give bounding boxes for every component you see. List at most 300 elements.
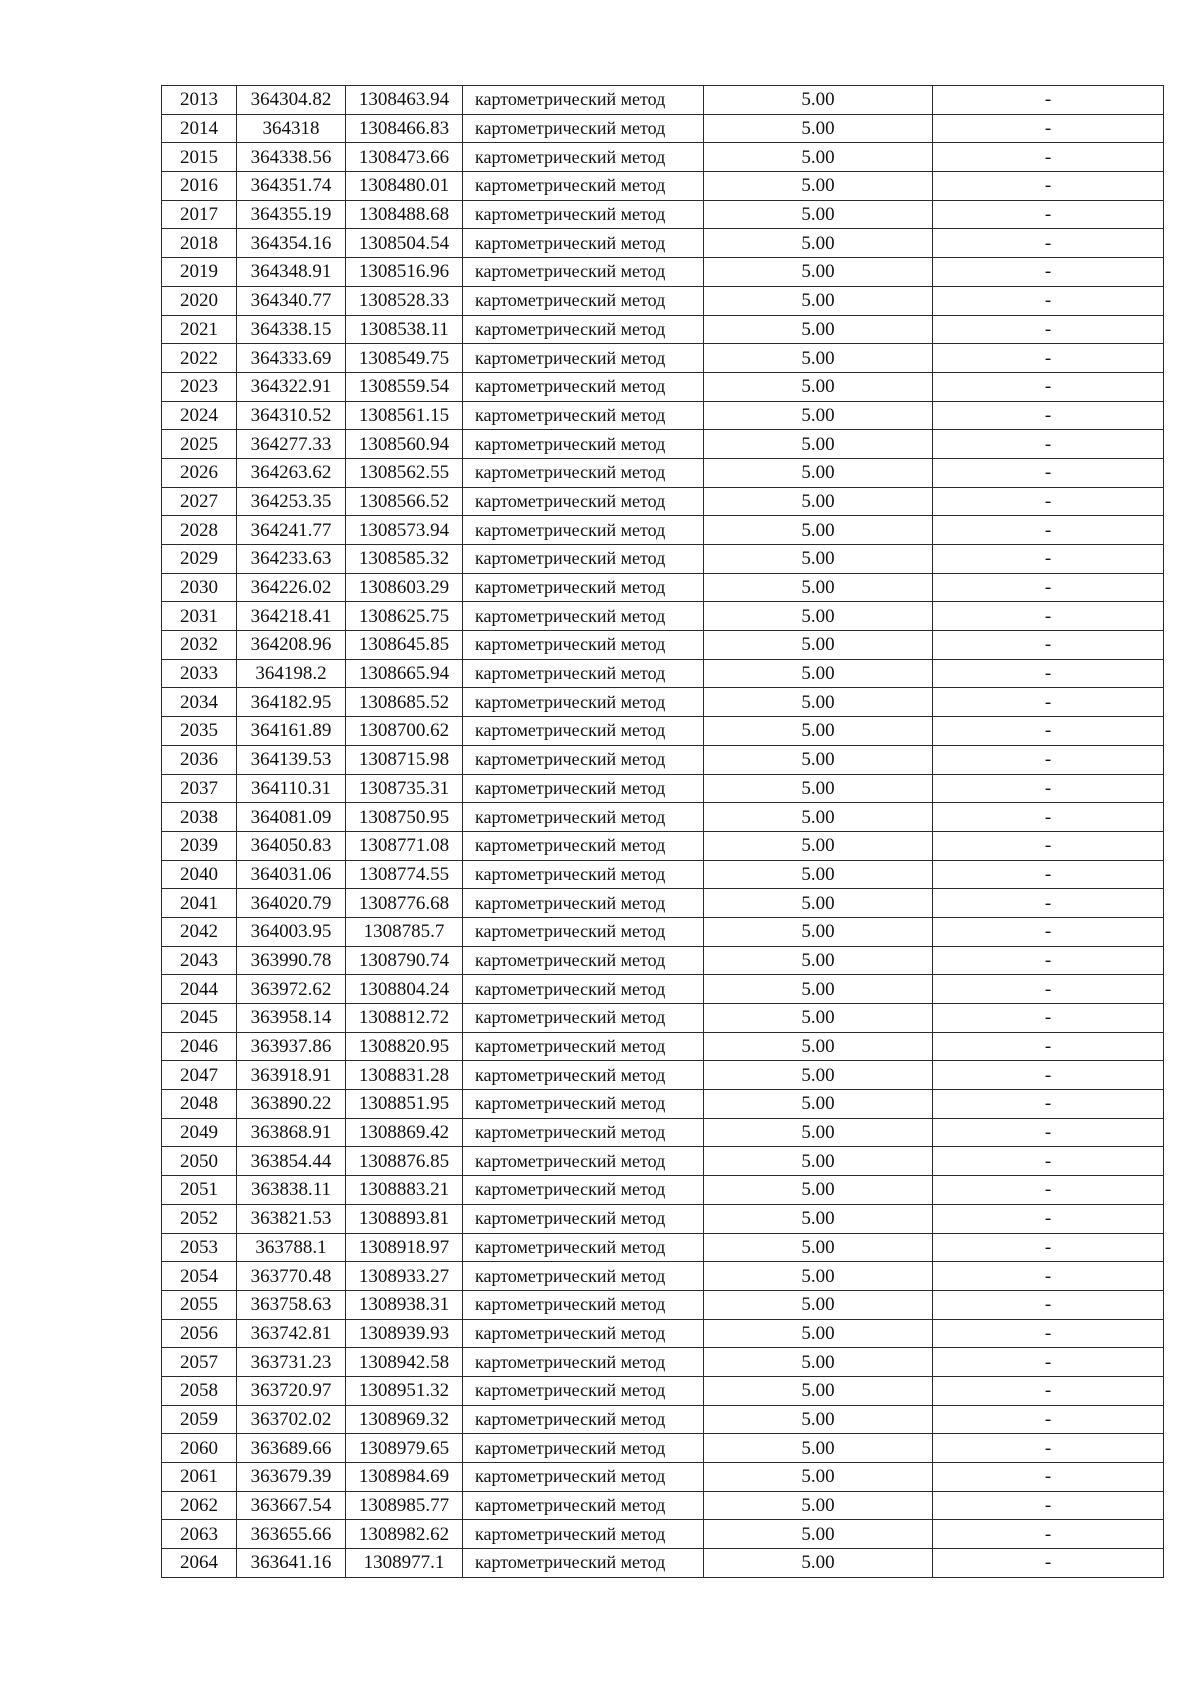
y-coordinate-cell: 1308876.85 xyxy=(346,1147,463,1176)
method-cell: картометрический метод xyxy=(463,487,704,516)
y-coordinate-cell: 1308480.01 xyxy=(346,172,463,201)
y-coordinate-cell: 1308665.94 xyxy=(346,659,463,688)
method-cell: картометрический метод xyxy=(463,545,704,574)
method-cell: картометрический метод xyxy=(463,401,704,430)
point-number-cell: 2059 xyxy=(162,1405,237,1434)
x-coordinate-cell: 363720.97 xyxy=(237,1376,346,1405)
point-number-cell: 2024 xyxy=(162,401,237,430)
table-row xyxy=(162,1434,1164,1463)
accuracy-cell: 5.00 xyxy=(704,602,933,631)
method-cell: картометрический метод xyxy=(463,315,704,344)
point-number-cell: 2043 xyxy=(162,946,237,975)
description-cell: - xyxy=(933,889,1164,918)
point-number-cell: 2063 xyxy=(162,1520,237,1549)
method-cell: картометрический метод xyxy=(463,1549,704,1578)
table-row xyxy=(162,114,1164,143)
x-coordinate-cell: 364310.52 xyxy=(237,401,346,430)
x-coordinate-cell: 364182.95 xyxy=(237,688,346,717)
method-cell: картометрический метод xyxy=(463,1233,704,1262)
point-number-cell: 2021 xyxy=(162,315,237,344)
x-coordinate-cell: 363838.11 xyxy=(237,1176,346,1205)
x-coordinate-cell: 363990.78 xyxy=(237,946,346,975)
table-row xyxy=(162,1061,1164,1090)
description-cell: - xyxy=(933,1405,1164,1434)
method-cell: картометрический метод xyxy=(463,1262,704,1291)
x-coordinate-cell: 364226.02 xyxy=(237,573,346,602)
x-coordinate-cell: 364110.31 xyxy=(237,774,346,803)
description-cell: - xyxy=(933,1147,1164,1176)
description-cell: - xyxy=(933,1004,1164,1033)
description-cell: - xyxy=(933,1549,1164,1578)
description-cell: - xyxy=(933,401,1164,430)
point-number-cell: 2036 xyxy=(162,745,237,774)
method-cell: картометрический метод xyxy=(463,1520,704,1549)
table-row xyxy=(162,86,1164,115)
y-coordinate-cell: 1308566.52 xyxy=(346,487,463,516)
point-number-cell: 2050 xyxy=(162,1147,237,1176)
point-number-cell: 2025 xyxy=(162,430,237,459)
accuracy-cell: 5.00 xyxy=(704,1290,933,1319)
y-coordinate-cell: 1308942.58 xyxy=(346,1348,463,1377)
y-coordinate-cell: 1308463.94 xyxy=(346,86,463,115)
method-cell: картометрический метод xyxy=(463,1319,704,1348)
y-coordinate-cell: 1308804.24 xyxy=(346,975,463,1004)
point-number-cell: 2055 xyxy=(162,1290,237,1319)
x-coordinate-cell: 363655.66 xyxy=(237,1520,346,1549)
x-coordinate-cell: 363972.62 xyxy=(237,975,346,1004)
point-number-cell: 2058 xyxy=(162,1376,237,1405)
accuracy-cell: 5.00 xyxy=(704,1090,933,1119)
x-coordinate-cell: 363770.48 xyxy=(237,1262,346,1291)
coordinates-table xyxy=(161,85,1164,1578)
table-row xyxy=(162,889,1164,918)
y-coordinate-cell: 1308516.96 xyxy=(346,258,463,287)
y-coordinate-cell: 1308776.68 xyxy=(346,889,463,918)
method-cell: картометрический метод xyxy=(463,1405,704,1434)
point-number-cell: 2051 xyxy=(162,1176,237,1205)
point-number-cell: 2041 xyxy=(162,889,237,918)
x-coordinate-cell: 364161.89 xyxy=(237,717,346,746)
accuracy-cell: 5.00 xyxy=(704,1004,933,1033)
x-coordinate-cell: 364354.16 xyxy=(237,229,346,258)
y-coordinate-cell: 1308771.08 xyxy=(346,831,463,860)
method-cell: картометрический метод xyxy=(463,1290,704,1319)
description-cell: - xyxy=(933,1491,1164,1520)
y-coordinate-cell: 1308790.74 xyxy=(346,946,463,975)
accuracy-cell: 5.00 xyxy=(704,688,933,717)
table-row xyxy=(162,803,1164,832)
point-number-cell: 2054 xyxy=(162,1262,237,1291)
table-row xyxy=(162,286,1164,315)
point-number-cell: 2032 xyxy=(162,631,237,660)
point-number-cell: 2017 xyxy=(162,200,237,229)
accuracy-cell: 5.00 xyxy=(704,1405,933,1434)
accuracy-cell: 5.00 xyxy=(704,458,933,487)
accuracy-cell: 5.00 xyxy=(704,1061,933,1090)
y-coordinate-cell: 1308549.75 xyxy=(346,344,463,373)
y-coordinate-cell: 1308466.83 xyxy=(346,114,463,143)
accuracy-cell: 5.00 xyxy=(704,1147,933,1176)
x-coordinate-cell: 363937.86 xyxy=(237,1032,346,1061)
description-cell: - xyxy=(933,1090,1164,1119)
x-coordinate-cell: 363742.81 xyxy=(237,1319,346,1348)
method-cell: картометрический метод xyxy=(463,975,704,1004)
y-coordinate-cell: 1308977.1 xyxy=(346,1549,463,1578)
accuracy-cell: 5.00 xyxy=(704,1434,933,1463)
point-number-cell: 2052 xyxy=(162,1204,237,1233)
method-cell: картометрический метод xyxy=(463,458,704,487)
method-cell: картометрический метод xyxy=(463,1147,704,1176)
description-cell: - xyxy=(933,946,1164,975)
point-number-cell: 2062 xyxy=(162,1491,237,1520)
x-coordinate-cell: 363821.53 xyxy=(237,1204,346,1233)
table-row xyxy=(162,1176,1164,1205)
description-cell: - xyxy=(933,831,1164,860)
y-coordinate-cell: 1308645.85 xyxy=(346,631,463,660)
accuracy-cell: 5.00 xyxy=(704,344,933,373)
x-coordinate-cell: 363890.22 xyxy=(237,1090,346,1119)
y-coordinate-cell: 1308528.33 xyxy=(346,286,463,315)
point-number-cell: 2045 xyxy=(162,1004,237,1033)
table-row xyxy=(162,401,1164,430)
y-coordinate-cell: 1308785.7 xyxy=(346,917,463,946)
y-coordinate-cell: 1308603.29 xyxy=(346,573,463,602)
table-row xyxy=(162,1118,1164,1147)
method-cell: картометрический метод xyxy=(463,745,704,774)
x-coordinate-cell: 364338.56 xyxy=(237,143,346,172)
point-number-cell: 2060 xyxy=(162,1434,237,1463)
accuracy-cell: 5.00 xyxy=(704,975,933,1004)
method-cell: картометрический метод xyxy=(463,114,704,143)
table-row xyxy=(162,315,1164,344)
coordinates-table-body xyxy=(162,86,1164,1578)
point-number-cell: 2014 xyxy=(162,114,237,143)
description-cell: - xyxy=(933,1434,1164,1463)
accuracy-cell: 5.00 xyxy=(704,143,933,172)
y-coordinate-cell: 1308750.95 xyxy=(346,803,463,832)
description-cell: - xyxy=(933,458,1164,487)
accuracy-cell: 5.00 xyxy=(704,631,933,660)
description-cell: - xyxy=(933,1032,1164,1061)
x-coordinate-cell: 364020.79 xyxy=(237,889,346,918)
point-number-cell: 2031 xyxy=(162,602,237,631)
description-cell: - xyxy=(933,659,1164,688)
accuracy-cell: 5.00 xyxy=(704,1491,933,1520)
point-number-cell: 2034 xyxy=(162,688,237,717)
table-row xyxy=(162,1348,1164,1377)
x-coordinate-cell: 364351.74 xyxy=(237,172,346,201)
y-coordinate-cell: 1308735.31 xyxy=(346,774,463,803)
x-coordinate-cell: 364218.41 xyxy=(237,602,346,631)
accuracy-cell: 5.00 xyxy=(704,917,933,946)
y-coordinate-cell: 1308700.62 xyxy=(346,717,463,746)
x-coordinate-cell: 363731.23 xyxy=(237,1348,346,1377)
accuracy-cell: 5.00 xyxy=(704,114,933,143)
method-cell: картометрический метод xyxy=(463,1118,704,1147)
y-coordinate-cell: 1308538.11 xyxy=(346,315,463,344)
point-number-cell: 2057 xyxy=(162,1348,237,1377)
point-number-cell: 2053 xyxy=(162,1233,237,1262)
table-row xyxy=(162,1376,1164,1405)
method-cell: картометрический метод xyxy=(463,774,704,803)
method-cell: картометрический метод xyxy=(463,1061,704,1090)
description-cell: - xyxy=(933,1204,1164,1233)
accuracy-cell: 5.00 xyxy=(704,1204,933,1233)
description-cell: - xyxy=(933,430,1164,459)
x-coordinate-cell: 363918.91 xyxy=(237,1061,346,1090)
table-row xyxy=(162,1204,1164,1233)
table-row xyxy=(162,458,1164,487)
description-cell: - xyxy=(933,688,1164,717)
y-coordinate-cell: 1308831.28 xyxy=(346,1061,463,1090)
method-cell: картометрический метод xyxy=(463,860,704,889)
table-row xyxy=(162,200,1164,229)
point-number-cell: 2049 xyxy=(162,1118,237,1147)
method-cell: картометрический метод xyxy=(463,1176,704,1205)
y-coordinate-cell: 1308869.42 xyxy=(346,1118,463,1147)
description-cell: - xyxy=(933,631,1164,660)
table-row xyxy=(162,831,1164,860)
description-cell: - xyxy=(933,1520,1164,1549)
table-row xyxy=(162,1090,1164,1119)
method-cell: картометрический метод xyxy=(463,1204,704,1233)
x-coordinate-cell: 364003.95 xyxy=(237,917,346,946)
table-row xyxy=(162,229,1164,258)
description-cell: - xyxy=(933,258,1164,287)
x-coordinate-cell: 363788.1 xyxy=(237,1233,346,1262)
y-coordinate-cell: 1308562.55 xyxy=(346,458,463,487)
x-coordinate-cell: 364233.63 xyxy=(237,545,346,574)
x-coordinate-cell: 364139.53 xyxy=(237,745,346,774)
method-cell: картометрический метод xyxy=(463,803,704,832)
point-number-cell: 2015 xyxy=(162,143,237,172)
point-number-cell: 2026 xyxy=(162,458,237,487)
accuracy-cell: 5.00 xyxy=(704,286,933,315)
accuracy-cell: 5.00 xyxy=(704,315,933,344)
table-row xyxy=(162,344,1164,373)
table-row xyxy=(162,1262,1164,1291)
description-cell: - xyxy=(933,315,1164,344)
point-number-cell: 2042 xyxy=(162,917,237,946)
table-row xyxy=(162,946,1164,975)
description-cell: - xyxy=(933,860,1164,889)
description-cell: - xyxy=(933,573,1164,602)
description-cell: - xyxy=(933,1262,1164,1291)
y-coordinate-cell: 1308939.93 xyxy=(346,1319,463,1348)
point-number-cell: 2030 xyxy=(162,573,237,602)
accuracy-cell: 5.00 xyxy=(704,774,933,803)
accuracy-cell: 5.00 xyxy=(704,401,933,430)
accuracy-cell: 5.00 xyxy=(704,1520,933,1549)
table-row xyxy=(162,1463,1164,1492)
x-coordinate-cell: 363958.14 xyxy=(237,1004,346,1033)
point-number-cell: 2039 xyxy=(162,831,237,860)
accuracy-cell: 5.00 xyxy=(704,1032,933,1061)
x-coordinate-cell: 364241.77 xyxy=(237,516,346,545)
accuracy-cell: 5.00 xyxy=(704,172,933,201)
point-number-cell: 2064 xyxy=(162,1549,237,1578)
x-coordinate-cell: 364253.35 xyxy=(237,487,346,516)
y-coordinate-cell: 1308820.95 xyxy=(346,1032,463,1061)
x-coordinate-cell: 364333.69 xyxy=(237,344,346,373)
x-coordinate-cell: 364348.91 xyxy=(237,258,346,287)
point-number-cell: 2040 xyxy=(162,860,237,889)
y-coordinate-cell: 1308715.98 xyxy=(346,745,463,774)
table-row xyxy=(162,1147,1164,1176)
y-coordinate-cell: 1308812.72 xyxy=(346,1004,463,1033)
x-coordinate-cell: 363702.02 xyxy=(237,1405,346,1434)
method-cell: картометрический метод xyxy=(463,1434,704,1463)
y-coordinate-cell: 1308473.66 xyxy=(346,143,463,172)
method-cell: картометрический метод xyxy=(463,889,704,918)
y-coordinate-cell: 1308979.65 xyxy=(346,1434,463,1463)
point-number-cell: 2013 xyxy=(162,86,237,115)
point-number-cell: 2035 xyxy=(162,717,237,746)
accuracy-cell: 5.00 xyxy=(704,745,933,774)
accuracy-cell: 5.00 xyxy=(704,372,933,401)
description-cell: - xyxy=(933,1290,1164,1319)
accuracy-cell: 5.00 xyxy=(704,803,933,832)
x-coordinate-cell: 363689.66 xyxy=(237,1434,346,1463)
table-row xyxy=(162,1549,1164,1578)
y-coordinate-cell: 1308969.32 xyxy=(346,1405,463,1434)
method-cell: картометрический метод xyxy=(463,1032,704,1061)
accuracy-cell: 5.00 xyxy=(704,1463,933,1492)
method-cell: картометрический метод xyxy=(463,831,704,860)
table-row xyxy=(162,430,1164,459)
x-coordinate-cell: 363667.54 xyxy=(237,1491,346,1520)
point-number-cell: 2047 xyxy=(162,1061,237,1090)
table-row xyxy=(162,372,1164,401)
method-cell: картометрический метод xyxy=(463,1004,704,1033)
table-row xyxy=(162,258,1164,287)
description-cell: - xyxy=(933,717,1164,746)
description-cell: - xyxy=(933,516,1164,545)
accuracy-cell: 5.00 xyxy=(704,1348,933,1377)
accuracy-cell: 5.00 xyxy=(704,200,933,229)
accuracy-cell: 5.00 xyxy=(704,717,933,746)
x-coordinate-cell: 364304.82 xyxy=(237,86,346,115)
y-coordinate-cell: 1308933.27 xyxy=(346,1262,463,1291)
x-coordinate-cell: 364338.15 xyxy=(237,315,346,344)
x-coordinate-cell: 364050.83 xyxy=(237,831,346,860)
description-cell: - xyxy=(933,114,1164,143)
point-number-cell: 2023 xyxy=(162,372,237,401)
accuracy-cell: 5.00 xyxy=(704,889,933,918)
table-row xyxy=(162,573,1164,602)
description-cell: - xyxy=(933,286,1164,315)
description-cell: - xyxy=(933,545,1164,574)
description-cell: - xyxy=(933,774,1164,803)
y-coordinate-cell: 1308951.32 xyxy=(346,1376,463,1405)
x-coordinate-cell: 364277.33 xyxy=(237,430,346,459)
y-coordinate-cell: 1308774.55 xyxy=(346,860,463,889)
x-coordinate-cell: 364263.62 xyxy=(237,458,346,487)
description-cell: - xyxy=(933,344,1164,373)
method-cell: картометрический метод xyxy=(463,659,704,688)
accuracy-cell: 5.00 xyxy=(704,86,933,115)
table-row xyxy=(162,602,1164,631)
accuracy-cell: 5.00 xyxy=(704,1549,933,1578)
description-cell: - xyxy=(933,487,1164,516)
description-cell: - xyxy=(933,1118,1164,1147)
x-coordinate-cell: 363758.63 xyxy=(237,1290,346,1319)
table-row xyxy=(162,1233,1164,1262)
description-cell: - xyxy=(933,745,1164,774)
method-cell: картометрический метод xyxy=(463,258,704,287)
method-cell: картометрический метод xyxy=(463,917,704,946)
table-row xyxy=(162,1004,1164,1033)
y-coordinate-cell: 1308982.62 xyxy=(346,1520,463,1549)
point-number-cell: 2061 xyxy=(162,1463,237,1492)
description-cell: - xyxy=(933,602,1164,631)
point-number-cell: 2044 xyxy=(162,975,237,1004)
method-cell: картометрический метод xyxy=(463,229,704,258)
table-row xyxy=(162,143,1164,172)
y-coordinate-cell: 1308883.21 xyxy=(346,1176,463,1205)
table-row xyxy=(162,172,1164,201)
accuracy-cell: 5.00 xyxy=(704,1118,933,1147)
y-coordinate-cell: 1308938.31 xyxy=(346,1290,463,1319)
y-coordinate-cell: 1308918.97 xyxy=(346,1233,463,1262)
method-cell: картометрический метод xyxy=(463,372,704,401)
accuracy-cell: 5.00 xyxy=(704,258,933,287)
table-row xyxy=(162,1405,1164,1434)
accuracy-cell: 5.00 xyxy=(704,1262,933,1291)
description-cell: - xyxy=(933,917,1164,946)
y-coordinate-cell: 1308504.54 xyxy=(346,229,463,258)
accuracy-cell: 5.00 xyxy=(704,946,933,975)
method-cell: картометрический метод xyxy=(463,516,704,545)
x-coordinate-cell: 364081.09 xyxy=(237,803,346,832)
method-cell: картометрический метод xyxy=(463,573,704,602)
point-number-cell: 2028 xyxy=(162,516,237,545)
point-number-cell: 2016 xyxy=(162,172,237,201)
accuracy-cell: 5.00 xyxy=(704,229,933,258)
x-coordinate-cell: 364208.96 xyxy=(237,631,346,660)
x-coordinate-cell: 363868.91 xyxy=(237,1118,346,1147)
x-coordinate-cell: 364322.91 xyxy=(237,372,346,401)
method-cell: картометрический метод xyxy=(463,688,704,717)
method-cell: картометрический метод xyxy=(463,1463,704,1492)
accuracy-cell: 5.00 xyxy=(704,545,933,574)
x-coordinate-cell: 363854.44 xyxy=(237,1147,346,1176)
y-coordinate-cell: 1308560.94 xyxy=(346,430,463,459)
accuracy-cell: 5.00 xyxy=(704,573,933,602)
y-coordinate-cell: 1308488.68 xyxy=(346,200,463,229)
table-row xyxy=(162,1032,1164,1061)
x-coordinate-cell: 364340.77 xyxy=(237,286,346,315)
description-cell: - xyxy=(933,1463,1164,1492)
accuracy-cell: 5.00 xyxy=(704,1233,933,1262)
point-number-cell: 2020 xyxy=(162,286,237,315)
x-coordinate-cell: 364198.2 xyxy=(237,659,346,688)
accuracy-cell: 5.00 xyxy=(704,1176,933,1205)
table-row xyxy=(162,917,1164,946)
table-row xyxy=(162,545,1164,574)
description-cell: - xyxy=(933,200,1164,229)
description-cell: - xyxy=(933,1233,1164,1262)
method-cell: картометрический метод xyxy=(463,631,704,660)
description-cell: - xyxy=(933,1061,1164,1090)
method-cell: картометрический метод xyxy=(463,172,704,201)
description-cell: - xyxy=(933,229,1164,258)
description-cell: - xyxy=(933,1348,1164,1377)
y-coordinate-cell: 1308559.54 xyxy=(346,372,463,401)
y-coordinate-cell: 1308585.32 xyxy=(346,545,463,574)
y-coordinate-cell: 1308573.94 xyxy=(346,516,463,545)
x-coordinate-cell: 363679.39 xyxy=(237,1463,346,1492)
